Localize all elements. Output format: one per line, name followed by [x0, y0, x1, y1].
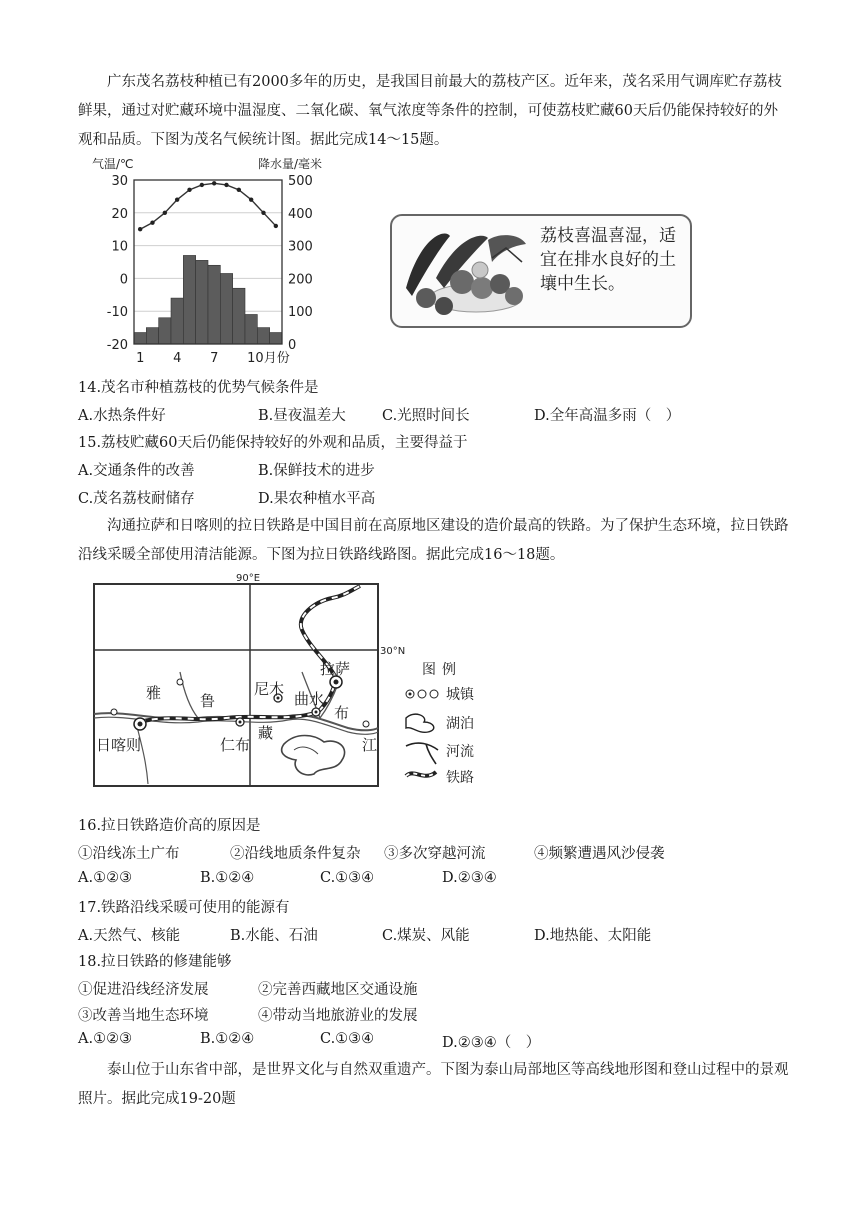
precipitation-bar — [146, 328, 158, 344]
temperature-point — [200, 183, 204, 187]
town-renbu-marker — [236, 718, 244, 726]
label-renbu: 仁布 — [220, 736, 251, 754]
climate-right-tick: 400 — [288, 206, 313, 222]
temperature-point — [224, 183, 228, 187]
q14-option-b[interactable]: B.昼夜温差大 — [258, 408, 346, 424]
precipitation-bar — [270, 333, 282, 344]
climate-left-axis-label: 气温/℃ — [92, 157, 134, 171]
q17-option-d[interactable]: D.地热能、太阳能 — [534, 928, 652, 944]
q18-option-d[interactable]: D.②③④（ ） — [442, 1035, 541, 1051]
legend-town-label: 城镇 — [446, 687, 474, 703]
precipitation-bar — [171, 298, 183, 344]
q16-option-c[interactable]: C.①③④ — [320, 870, 375, 886]
climate-left-tick: 30 — [111, 174, 128, 189]
q17-option-a[interactable]: A.天然气、核能 — [78, 928, 181, 944]
q18-option-c[interactable]: C.①③④ — [320, 1031, 375, 1047]
q16-statement-1: ①沿线冻土广布 — [78, 846, 180, 862]
q17-option-b[interactable]: B.水能、石油 — [230, 928, 318, 944]
climate-x-tick: 4 — [173, 351, 182, 366]
map-lon-label: 90°E — [236, 573, 261, 584]
q15-stem: 15.荔枝贮藏60天后仍能保持较好的外观和品质，主要得益于 — [78, 435, 468, 451]
q14-stem: 14.茂名市种植荔枝的优势气候条件是 — [78, 380, 319, 396]
climate-right-axis-label: 降水量/毫米 — [258, 157, 323, 171]
q16-statement-3: ③多次穿越河流 — [384, 846, 486, 862]
town-qushui-marker — [312, 708, 320, 716]
label-nimu: 尼木 — [254, 680, 285, 698]
q14-option-d[interactable]: D.全年高温多雨（ ） — [534, 408, 681, 424]
climate-x-tick: 1 — [136, 351, 145, 366]
lychee-card-text: 荔枝喜温喜湿，适宜在排水良好的土壤中生长。 — [540, 226, 676, 294]
temperature-point — [163, 211, 167, 215]
map-legend — [406, 662, 475, 786]
label-zang: 藏 — [258, 724, 274, 742]
legend-title: 图例 — [422, 662, 462, 678]
precipitation-bar — [245, 314, 257, 344]
q14-option-c[interactable]: C.光照时间长 — [382, 408, 470, 424]
climate-left-tick: 20 — [111, 206, 128, 222]
climate-right-tick: 100 — [288, 305, 313, 321]
temperature-point — [187, 188, 191, 192]
climate-left-tick: 0 — [119, 272, 128, 288]
climate-x-tick: 10月份 — [247, 351, 290, 366]
legend-town-icon — [406, 690, 438, 698]
temperature-point — [261, 211, 265, 215]
legend-lake-label: 湖泊 — [446, 716, 474, 732]
climate-x-tick: 7 — [210, 351, 219, 366]
climate-right-tick: 200 — [288, 272, 313, 288]
q18-statement-3: ③改善当地生态环境 — [78, 1008, 209, 1024]
climate-right-tick: 500 — [288, 174, 313, 189]
q18-statement-2: ②完善西藏地区交通设施 — [258, 982, 418, 998]
legend-lake-icon — [406, 714, 434, 732]
precipitation-bar — [220, 273, 232, 344]
q16-option-a[interactable]: A.①②③ — [78, 870, 133, 886]
q15-option-b[interactable]: B.保鲜技术的进步 — [258, 463, 375, 479]
q18-option-a[interactable]: A.①②③ — [78, 1031, 133, 1047]
label-jiang: 江 — [362, 736, 378, 754]
climate-right-tick: 300 — [288, 239, 313, 255]
label-lu: 鲁 — [200, 692, 216, 710]
precipitation-bar — [208, 265, 220, 344]
precipitation-bar — [134, 333, 146, 344]
q18-option-b[interactable]: B.①②④ — [200, 1031, 255, 1047]
label-qushui: 曲水 — [294, 690, 325, 708]
q16-option-b[interactable]: B.①②④ — [200, 870, 255, 886]
q16-statement-4: ④频繁遭遇风沙侵袭 — [534, 846, 665, 862]
temperature-point — [274, 224, 278, 228]
legend-river-label: 河流 — [446, 744, 474, 760]
q15-option-a[interactable]: A.交通条件的改善 — [78, 463, 195, 479]
q16-statement-2: ②沿线地质条件复杂 — [230, 846, 361, 862]
precipitation-bar — [233, 288, 245, 344]
q14-option-a[interactable]: A.水热条件好 — [78, 408, 166, 424]
climate-right-tick: 0 — [288, 338, 297, 353]
climate-left-tick: 10 — [111, 239, 128, 255]
climate-left-tick: -10 — [106, 305, 128, 321]
precipitation-bar — [183, 255, 195, 344]
temperature-point — [212, 181, 216, 185]
climate-chart — [88, 152, 378, 368]
lychee-illustration — [396, 218, 536, 322]
railway-map — [88, 572, 508, 794]
q18-statement-4: ④带动当地旅游业的发展 — [258, 1008, 418, 1024]
q16-option-d[interactable]: D.②③④ — [442, 870, 497, 886]
temperature-point — [175, 197, 179, 201]
temperature-line — [140, 183, 276, 229]
legend-river-icon — [406, 743, 438, 764]
q17-option-c[interactable]: C.煤炭、风能 — [382, 928, 470, 944]
precipitation-bar — [159, 318, 171, 344]
label-lhasa: 拉萨 — [320, 660, 351, 678]
passage-lychee: 广东茂名荔枝种植已有2000多年的历史，是我国目前最大的荔枝产区。近年来，茂名采用气调库贮存荔枝鲜果，通过对贮藏环境中温湿度、二氧化碳、氧气浓度等条件的控制，可使荔枝贮藏60天后仍能保持较好的外观和品质。下图为茂名气候统计图。据此完成14～15题。 — [78, 74, 782, 148]
legend-railway-label: 铁路 — [446, 770, 474, 786]
label-ya: 雅 — [146, 684, 162, 702]
label-shigatse: 日喀则 — [96, 736, 142, 754]
lychee-info-card — [390, 214, 692, 328]
climate-left-tick: -20 — [106, 338, 128, 353]
precipitation-bar — [196, 260, 208, 344]
q18-statement-1: ①促进沿线经济发展 — [78, 982, 209, 998]
q18-stem: 18.拉日铁路的修建能够 — [78, 954, 232, 970]
temperature-point — [150, 220, 154, 224]
precipitation-bar — [257, 328, 269, 344]
passage-taishan: 泰山位于山东省中部，是世界文化与自然双重遗产。下图为泰山局部地区等高线地形图和登山过程中的景观照片。据此完成19-20题 — [78, 1062, 789, 1107]
temperature-point — [138, 227, 142, 231]
passage-railway: 沟通拉萨和日喀则的拉日铁路是中国目前在高原地区建设的造价最高的铁路。为了保护生态环境，拉日铁路沿线采暖全部使用清洁能源。下图为拉日铁路线路图。据此完成16～18题。 — [78, 518, 789, 563]
temperature-point — [249, 197, 253, 201]
label-bu: 布 — [334, 704, 350, 722]
temperature-point — [237, 188, 241, 192]
q17-stem: 17.铁路沿线采暖可使用的能源有 — [78, 900, 290, 916]
q16-stem: 16.拉日铁路造价高的原因是 — [78, 818, 261, 834]
map-lat-label: 30°N — [380, 646, 406, 657]
q15-option-c[interactable]: C.茂名荔枝耐储存 — [78, 491, 195, 507]
q15-option-d[interactable]: D.果农种植水平高 — [258, 491, 376, 507]
town-shigatse-marker — [134, 718, 146, 730]
